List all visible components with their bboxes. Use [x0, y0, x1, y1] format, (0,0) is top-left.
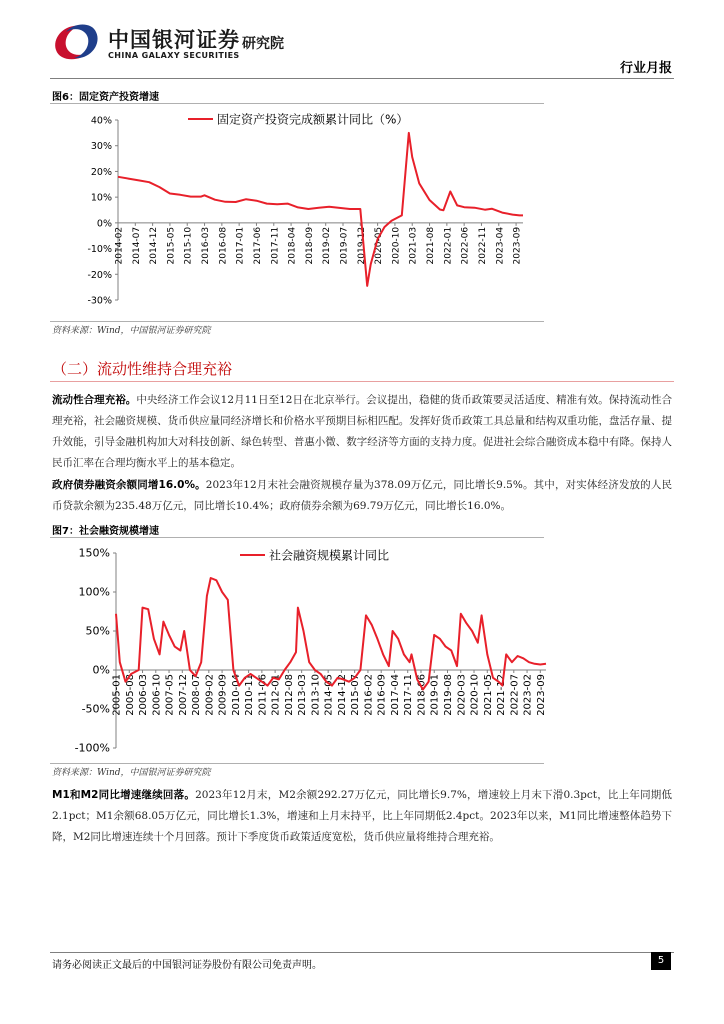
report-type: 行业月报 [619, 61, 672, 76]
footer-divider [50, 952, 674, 953]
paragraph-body: 中央经济工作会议12月11日至12日在北京举行。会议提出，稳健的货币政策要灵活适度、精准有效。保持流动性合理充裕，社会融资规模、货币供应量同经济增长和价格水平预期目标相匹配。发挥好货币政策工具总量和结构双重功能，盘活存量、提升效能，引导金融机构加大对科技创新、绿色转型、普惠小微、数字经济等方面的支持力度。促进社会综合融资成本稳中有降。保持人民币汇率在合理均衡水平上的基本稳定。 [52, 394, 672, 469]
x-tick-label: 2014-07 [131, 226, 142, 265]
figure-6-title: 图6：固定资产投资增速 [52, 92, 159, 103]
legend-label: 固定资产投资完成额累计同比（%） [217, 112, 409, 127]
x-tick-label: 2016-08 [218, 226, 229, 265]
institute-name: 研究院 [242, 36, 284, 52]
figure-7-bottom-rule [50, 763, 544, 764]
paragraph-govt-bonds [52, 475, 672, 517]
x-tick-label: 2017-11 [270, 226, 281, 265]
x-tick-label: 2009-02 [204, 674, 216, 716]
x-tick-label: 2023-09 [535, 674, 547, 716]
x-tick-label: 2021-03 [408, 226, 419, 265]
figure-6-source: 资料来源：Wind，中国银河证券研究院 [52, 326, 211, 336]
paragraph-liquidity [52, 390, 672, 474]
company-name-cn: 中国银河证券 [108, 28, 240, 52]
x-tick-label: 2016-09 [376, 674, 388, 716]
y-tick-label: 20% [90, 166, 112, 178]
section-title: （二）流动性维持合理充裕 [52, 360, 233, 378]
x-tick-label: 2023-04 [495, 226, 506, 265]
x-tick-label: 2019-07 [339, 226, 350, 265]
figure-6-bottom-rule [50, 321, 544, 322]
y-tick-label: -50% [81, 702, 110, 716]
x-tick-label: 2008-07 [191, 674, 203, 716]
x-tick-label: 2006-10 [151, 674, 163, 716]
x-tick-label: 2021-12 [496, 674, 508, 716]
x-tick-label: 2022-07 [509, 674, 521, 716]
x-tick-label: 2009-09 [217, 674, 229, 716]
x-tick-label: 2023-02 [522, 674, 534, 716]
x-tick-label: 2013-10 [310, 674, 322, 716]
x-tick-label: 2017-11 [403, 674, 415, 716]
x-tick-label: 2012-08 [283, 674, 295, 716]
y-tick-label: 30% [90, 141, 112, 153]
legend-label: 社会融资规模累计同比 [269, 548, 390, 563]
figure-7-source: 资料来源：Wind，中国银河证券研究院 [52, 768, 211, 778]
paragraph-lead: 流动性合理充裕。 [52, 394, 137, 406]
x-tick-label: 2019-01 [429, 674, 441, 716]
paragraph-lead: 政府债券融资余额同增16.0%。 [52, 479, 206, 491]
paragraph-body: 2023年12月末社会融资规模存量为378.09万亿元，同比增长9.5%。其中，对实体经济发放的人民币贷款余额为235.48万亿元，同比增长10.4%；政府债券余额为69.79万亿元，同比增长16.0%。 [52, 479, 672, 512]
x-tick-label: 2013-03 [297, 674, 309, 716]
y-tick-label: -30% [87, 295, 112, 307]
x-tick-label: 2017-06 [252, 226, 263, 265]
x-tick-label: 2016-02 [363, 674, 375, 716]
page-number: 5 [651, 952, 671, 970]
x-tick-label: 2014-02 [114, 226, 125, 265]
x-tick-label: 2019-02 [322, 226, 333, 265]
x-tick-label: 2007-12 [177, 674, 189, 716]
x-tick-label: 2015-10 [183, 226, 194, 265]
x-tick-label: 2007-05 [164, 674, 176, 716]
x-tick-label: 2022-11 [477, 226, 488, 265]
x-tick-label: 2017-01 [235, 226, 246, 265]
paragraph-body: 2023年12月末，M2余额292.27万亿元，同比增长9.7%，增速较上月末下滑0.3pct，比上年同期低2.1pct；M1余额68.05万亿元，同比增长1.3%，增速和上月末持平，比上年同期低2.4pct。2023年以来，M1同比增速整体趋势下降，M2同比增速连续十个月回落。预计下季度货币政策适度宽松，货币供应量将维持合理充裕。 [52, 789, 672, 843]
y-tick-label: 10% [90, 192, 112, 204]
x-tick-label: 2020-03 [456, 674, 468, 716]
y-tick-label: -20% [87, 269, 112, 281]
x-tick-label: 2022-01 [443, 226, 454, 265]
x-tick-label: 2019-08 [442, 674, 454, 716]
x-tick-label: 2018-04 [287, 226, 298, 265]
x-tick-label: 2010-11 [244, 674, 256, 716]
figure-7-title: 图7：社会融资规模增速 [52, 526, 159, 537]
series-line [116, 578, 546, 690]
x-tick-label: 2021-08 [426, 226, 437, 265]
y-tick-label: -100% [74, 741, 110, 755]
y-tick-label: 0% [92, 663, 110, 677]
x-tick-label: 2012-01 [270, 674, 282, 716]
x-tick-label: 2020-10 [469, 674, 481, 716]
figure-6-title-rule [50, 103, 544, 104]
y-tick-label: -10% [87, 244, 112, 256]
x-tick-label: 2020-10 [391, 226, 402, 265]
x-tick-label: 2014-12 [336, 674, 348, 716]
company-name-en: CHINA GALAXY SECURITIES [108, 51, 240, 60]
x-tick-label: 2014-12 [149, 226, 160, 265]
x-tick-label: 2005-08 [124, 674, 136, 716]
x-tick-label: 2011-06 [257, 674, 269, 716]
x-tick-label: 2023-09 [512, 226, 523, 265]
x-tick-label: 2019-12 [356, 226, 367, 265]
x-tick-label: 2018-09 [304, 226, 315, 265]
page-header [0, 0, 724, 80]
x-tick-label: 2010-04 [230, 674, 242, 716]
figure-6-chart [50, 106, 570, 321]
x-tick-label: 2005-01 [111, 674, 123, 716]
x-tick-label: 2015-07 [350, 674, 362, 716]
x-tick-label: 2018-06 [416, 674, 428, 716]
x-tick-label: 2016-03 [201, 226, 212, 265]
galaxy-logo-icon [50, 20, 102, 64]
y-tick-label: 0% [96, 218, 112, 230]
figure-7-chart [50, 540, 570, 762]
x-tick-label: 2021-05 [482, 674, 494, 716]
x-tick-label: 2014-05 [323, 674, 335, 716]
paragraph-money-supply [52, 785, 672, 848]
x-tick-label: 2022-06 [460, 226, 471, 265]
header-divider [50, 78, 674, 79]
y-tick-label: 50% [85, 624, 110, 638]
paragraph-lead: M1和M2同比增速继续回落。 [52, 789, 196, 801]
x-tick-label: 2020-05 [374, 226, 385, 265]
section-divider [50, 381, 674, 382]
x-tick-label: 2017-04 [389, 674, 401, 716]
y-tick-label: 150% [78, 546, 110, 560]
x-tick-label: 2006-03 [138, 674, 150, 716]
figure-7-title-rule [50, 537, 544, 538]
x-tick-label: 2015-05 [166, 226, 177, 265]
footer-disclaimer: 请务必阅读正文最后的中国银河证券股份有限公司免责声明。 [52, 960, 322, 971]
y-tick-label: 40% [90, 115, 112, 127]
y-tick-label: 100% [78, 585, 110, 599]
